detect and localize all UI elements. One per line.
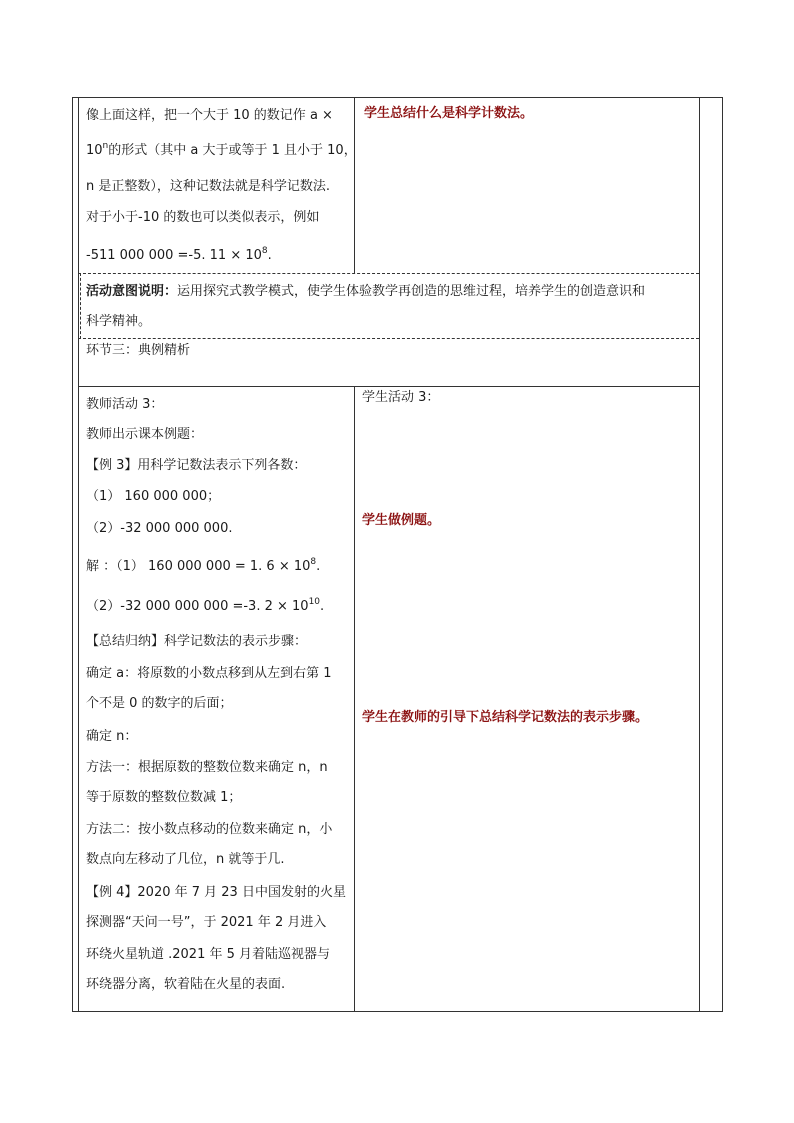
- example-4-line-2: 探测器“天问一号”，于 2021 年 2 月进入: [86, 915, 327, 930]
- intent-label: 活动意图说明：: [86, 284, 178, 299]
- step-n: 确定 n：: [86, 729, 138, 744]
- inner-left-border: [78, 97, 79, 1012]
- top-section-dashed-bottom: [78, 273, 699, 274]
- outer-right-border: [722, 97, 723, 1012]
- example-4-line-3: 环绕火星轨道 .2021 年 5 月着陆巡视器与: [86, 947, 331, 962]
- outer-left-border: [72, 97, 73, 1012]
- solution-2-expression: （2）-32 000 000 000 =-3. 2 × 10: [86, 599, 309, 614]
- intent-text: 运用探究式教学模式，使学生体验教学再创造的思维过程，培养学生的创造意识和: [177, 284, 646, 299]
- example-exponent: 8: [261, 246, 268, 256]
- intent-dashed-bottom: [78, 338, 699, 339]
- definition-line-1: 像上面这样，把一个大于 10 的数记作 a ×: [86, 108, 333, 123]
- method-1-line-1: 方法一：根据原数的整数位数来确定 n，n: [86, 760, 328, 775]
- definition-line-4: 对于小于-10 的数也可以类似表示，例如: [86, 210, 320, 225]
- solution-1-expression: 解 ：（1） 160 000 000 = 1. 6 × 10: [86, 559, 311, 574]
- example-4-line-1: 【例 4】2020 年 7 月 23 日中国发射的火星: [86, 885, 346, 900]
- example-expression: -511 000 000 =-5. 11 × 10: [86, 248, 262, 263]
- method-2-line-2: 数点向左移动了几位，n 就等于几.: [86, 852, 285, 867]
- table-bottom-rule: [72, 1011, 723, 1012]
- example-3-title: 【例 3】用科学记数法表示下列各数：: [86, 458, 307, 473]
- example-period: .: [267, 248, 272, 263]
- method-2-line-1: 方法二：按小数点移动的位数来确定 n，小: [86, 822, 333, 837]
- step-a-line-2: 个不是 0 的数字的后面；: [86, 696, 233, 711]
- section-title: 环节三：典例精析: [86, 343, 191, 358]
- example-3-item-1: （1） 160 000 000；: [86, 489, 221, 504]
- solution-2-period: .: [320, 599, 325, 614]
- power-exponent: n: [102, 141, 109, 151]
- inner-right-border: [699, 97, 700, 1012]
- definition-line-2-text: 的形式（其中 a 大于或等于 1 且小于 10，: [108, 143, 357, 158]
- activity-column-divider: [354, 386, 355, 1011]
- definition-line-3: n 是正整数），这种记数法就是科学记数法.: [86, 179, 331, 194]
- student-note-examples: 学生做例题。: [362, 513, 441, 528]
- solution-1: [86, 559, 320, 575]
- table-top-rule: [72, 97, 723, 98]
- power-base: 10: [86, 143, 103, 158]
- solution-1-period: .: [316, 559, 321, 574]
- student-summary-note: 学生总结什么是科学计数法。: [364, 106, 534, 121]
- summary-title: 【总结归纳】科学记数法的表示步骤：: [86, 634, 308, 649]
- solution-1-exponent: 8: [310, 557, 317, 567]
- top-column-divider: [354, 97, 355, 274]
- method-1-line-2: 等于原数的整数位数减 1；: [86, 790, 242, 805]
- definition-example: [86, 248, 272, 264]
- intent-line-2: 科学精神。: [86, 314, 152, 329]
- student-note-summary: 学生在教师的引导下总结科学记数法的表示步骤。: [362, 710, 649, 725]
- student-heading: 学生活动 3：: [362, 390, 440, 405]
- section-title-bottom-rule: [78, 386, 699, 387]
- example-3-item-2: （2）-32 000 000 000.: [86, 521, 233, 536]
- intent-line-1: [86, 284, 645, 300]
- solution-2-exponent: 10: [308, 597, 321, 607]
- teacher-intro: 教师出示课本例题：: [86, 427, 204, 442]
- left-dashed-edge: [80, 273, 81, 339]
- solution-2: [86, 599, 324, 615]
- definition-line-2: [86, 143, 357, 159]
- step-a-line-1: 确定 a：将原数的小数点移到从左到右第 1: [86, 666, 332, 681]
- teacher-heading: 教师活动 3：: [86, 397, 164, 412]
- example-4-line-4: 环绕器分离，软着陆在火星的表面.: [86, 977, 286, 992]
